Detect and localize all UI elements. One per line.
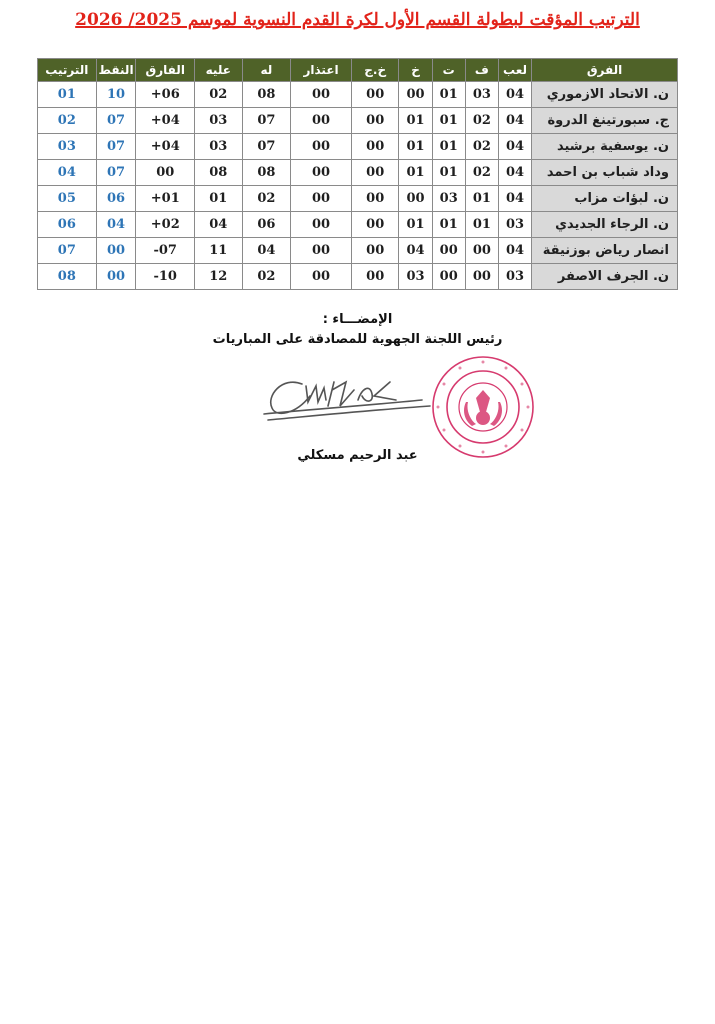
difference-cell: +01 bbox=[136, 186, 195, 212]
team-name: ج. سبورتينغ الدروة bbox=[532, 108, 678, 134]
lost-forfeit-cell: 00 bbox=[351, 264, 399, 290]
difference-cell: -07 bbox=[136, 238, 195, 264]
difference-cell: 00 bbox=[136, 160, 195, 186]
played-cell: 03 bbox=[498, 212, 531, 238]
table-row bbox=[38, 134, 678, 160]
goals-for-cell: 06 bbox=[242, 212, 291, 238]
lost-cell: 01 bbox=[399, 108, 432, 134]
header-rank: الترتيب bbox=[38, 59, 97, 82]
table-row bbox=[38, 160, 678, 186]
team-name: ن. الجرف الاصفر bbox=[532, 264, 678, 290]
team-name: ن. لبؤات مزاب bbox=[532, 186, 678, 212]
goals-against-cell: 04 bbox=[195, 212, 243, 238]
lost-forfeit-cell: 00 bbox=[351, 238, 399, 264]
rank-cell: 06 bbox=[38, 212, 97, 238]
header-goals-against: عليه bbox=[195, 59, 243, 82]
header-played: لعب bbox=[498, 59, 531, 82]
goals-for-cell: 08 bbox=[242, 160, 291, 186]
header-points: النقط bbox=[96, 59, 136, 82]
goals-for-cell: 07 bbox=[242, 108, 291, 134]
difference-cell: +04 bbox=[136, 134, 195, 160]
played-cell: 04 bbox=[498, 160, 531, 186]
team-name: انصار رياض بوزنيقة bbox=[532, 238, 678, 264]
lost-cell: 01 bbox=[399, 160, 432, 186]
won-cell: 02 bbox=[465, 108, 498, 134]
goals-against-cell: 12 bbox=[195, 264, 243, 290]
table-row bbox=[38, 82, 678, 108]
won-cell: 03 bbox=[465, 82, 498, 108]
played-cell: 03 bbox=[498, 264, 531, 290]
table-row bbox=[38, 186, 678, 212]
lost-cell: 00 bbox=[399, 186, 432, 212]
team-name: ن. يوسفية برشيد bbox=[532, 134, 678, 160]
goals-for-cell: 02 bbox=[242, 264, 291, 290]
table-row bbox=[38, 264, 678, 290]
played-cell: 04 bbox=[498, 134, 531, 160]
rank-cell: 03 bbox=[38, 134, 97, 160]
won-cell: 02 bbox=[465, 160, 498, 186]
lost-forfeit-cell: 00 bbox=[351, 108, 399, 134]
goals-against-cell: 02 bbox=[195, 82, 243, 108]
header-lost-forfeit: خ.ج bbox=[351, 59, 399, 82]
withdrawn-cell: 00 bbox=[291, 108, 352, 134]
rank-cell: 01 bbox=[38, 82, 97, 108]
rank-cell: 04 bbox=[38, 160, 97, 186]
header-lost: خ bbox=[399, 59, 432, 82]
won-cell: 02 bbox=[465, 134, 498, 160]
points-cell: 07 bbox=[96, 134, 136, 160]
withdrawn-cell: 00 bbox=[291, 134, 352, 160]
table-row bbox=[38, 212, 678, 238]
document-title bbox=[0, 10, 715, 30]
lost-forfeit-cell: 00 bbox=[351, 134, 399, 160]
points-cell: 06 bbox=[96, 186, 136, 212]
lost-forfeit-cell: 00 bbox=[351, 212, 399, 238]
difference-cell: +02 bbox=[136, 212, 195, 238]
won-cell: 00 bbox=[465, 264, 498, 290]
drawn-cell: 03 bbox=[432, 186, 465, 212]
withdrawn-cell: 00 bbox=[291, 82, 352, 108]
rank-cell: 08 bbox=[38, 264, 97, 290]
drawn-cell: 01 bbox=[432, 134, 465, 160]
rank-cell: 07 bbox=[38, 238, 97, 264]
played-cell: 04 bbox=[498, 108, 531, 134]
drawn-cell: 01 bbox=[432, 212, 465, 238]
signer-name: عبد الرحيم مسكلي bbox=[297, 448, 418, 463]
played-cell: 04 bbox=[498, 82, 531, 108]
team-name: ن. الاتحاد الازموري bbox=[532, 82, 678, 108]
header-won: ف bbox=[465, 59, 498, 82]
played-cell: 04 bbox=[498, 238, 531, 264]
withdrawn-cell: 00 bbox=[291, 238, 352, 264]
difference-cell: -10 bbox=[136, 264, 195, 290]
points-cell: 00 bbox=[96, 238, 136, 264]
official-stamp bbox=[428, 352, 538, 462]
goals-for-cell: 02 bbox=[242, 186, 291, 212]
withdrawn-cell: 00 bbox=[291, 212, 352, 238]
document-title-text: الترتيب المؤقت لبطولة القسم الأول لكرة القدم النسوية لموسم 2025/ 2026 bbox=[75, 10, 640, 30]
lost-cell: 04 bbox=[399, 238, 432, 264]
header-drawn: ت bbox=[432, 59, 465, 82]
goals-against-cell: 08 bbox=[195, 160, 243, 186]
drawn-cell: 01 bbox=[432, 108, 465, 134]
points-cell: 10 bbox=[96, 82, 136, 108]
points-cell: 07 bbox=[96, 160, 136, 186]
withdrawn-cell: 00 bbox=[291, 160, 352, 186]
drawn-cell: 00 bbox=[432, 238, 465, 264]
points-cell: 07 bbox=[96, 108, 136, 134]
goals-against-cell: 01 bbox=[195, 186, 243, 212]
header-withdrawn: اعتذار bbox=[291, 59, 352, 82]
header-team: الفرق bbox=[532, 59, 678, 82]
goals-against-cell: 11 bbox=[195, 238, 243, 264]
won-cell: 01 bbox=[465, 186, 498, 212]
won-cell: 01 bbox=[465, 212, 498, 238]
played-cell: 04 bbox=[498, 186, 531, 212]
goals-for-cell: 07 bbox=[242, 134, 291, 160]
table-header-row bbox=[38, 59, 678, 82]
handwritten-signature bbox=[262, 366, 432, 426]
drawn-cell: 01 bbox=[432, 160, 465, 186]
points-cell: 04 bbox=[96, 212, 136, 238]
team-name: ن. الرجاء الجديدي bbox=[532, 212, 678, 238]
lost-forfeit-cell: 00 bbox=[351, 82, 399, 108]
header-difference: الفارق bbox=[136, 59, 195, 82]
withdrawn-cell: 00 bbox=[291, 264, 352, 290]
goals-against-cell: 03 bbox=[195, 134, 243, 160]
drawn-cell: 01 bbox=[432, 82, 465, 108]
rank-cell: 05 bbox=[38, 186, 97, 212]
header-goals-for: له bbox=[242, 59, 291, 82]
signature-label: الإمضـــاء : bbox=[322, 312, 393, 327]
lost-cell: 01 bbox=[399, 212, 432, 238]
rank-cell: 02 bbox=[38, 108, 97, 134]
team-name: وداد شباب بن احمد bbox=[532, 160, 678, 186]
goals-for-cell: 04 bbox=[242, 238, 291, 264]
withdrawn-cell: 00 bbox=[291, 186, 352, 212]
committee-role: رئيس اللجنة الجهوية للمصادقة على المباريات bbox=[212, 332, 503, 347]
goals-for-cell: 08 bbox=[242, 82, 291, 108]
goals-against-cell: 03 bbox=[195, 108, 243, 134]
points-cell: 00 bbox=[96, 264, 136, 290]
drawn-cell: 00 bbox=[432, 264, 465, 290]
lost-cell: 00 bbox=[399, 82, 432, 108]
lost-forfeit-cell: 00 bbox=[351, 160, 399, 186]
won-cell: 00 bbox=[465, 238, 498, 264]
table-row bbox=[38, 238, 678, 264]
standings-table bbox=[37, 58, 678, 290]
difference-cell: +06 bbox=[136, 82, 195, 108]
lost-cell: 03 bbox=[399, 264, 432, 290]
lost-forfeit-cell: 00 bbox=[351, 186, 399, 212]
table-row bbox=[38, 108, 678, 134]
difference-cell: +04 bbox=[136, 108, 195, 134]
lost-cell: 01 bbox=[399, 134, 432, 160]
